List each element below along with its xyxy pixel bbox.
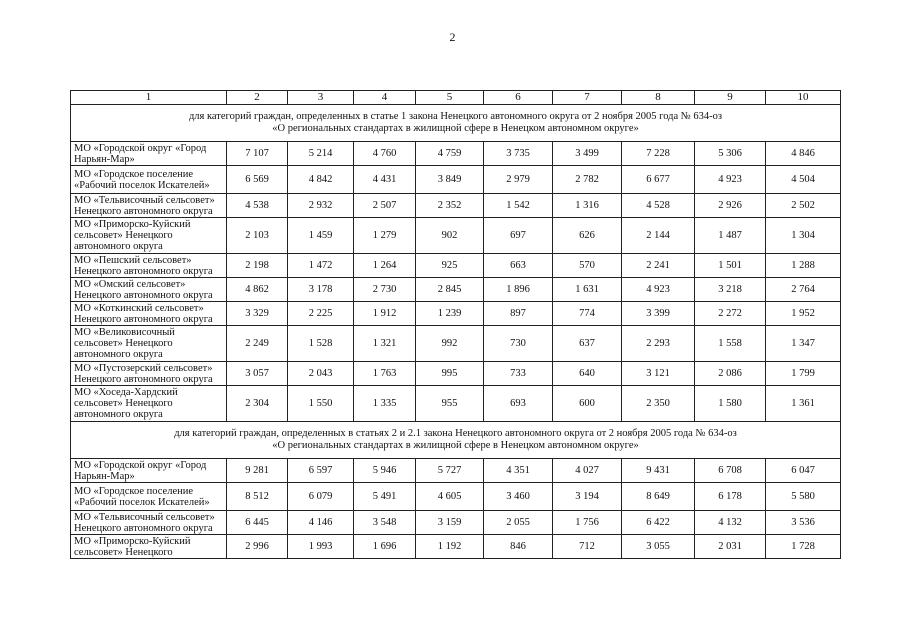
value-cell: 7 107 — [227, 142, 288, 166]
value-cell: 9 281 — [227, 459, 288, 483]
value-cell: 1 728 — [766, 535, 841, 559]
municipality-name-line: Нарьян-Мар» — [74, 153, 135, 165]
value-cell: 663 — [484, 254, 553, 278]
column-number-cell: 9 — [695, 91, 766, 105]
municipality-name-cell — [71, 362, 227, 386]
value-cell: 902 — [416, 218, 484, 254]
value-cell: 7 228 — [622, 142, 695, 166]
value-cell: 1 192 — [416, 535, 484, 559]
value-cell: 570 — [553, 254, 622, 278]
column-number-cell: 8 — [622, 91, 695, 105]
value-cell: 1 239 — [416, 302, 484, 326]
value-cell: 693 — [484, 386, 553, 422]
table-row — [71, 326, 841, 362]
column-number-row — [71, 91, 841, 105]
value-cell: 3 399 — [622, 302, 695, 326]
value-cell: 1 799 — [766, 362, 841, 386]
value-cell: 3 218 — [695, 278, 766, 302]
page-number: 2 — [449, 30, 456, 44]
table-row — [71, 218, 841, 254]
value-cell: 640 — [553, 362, 622, 386]
value-cell: 2 241 — [622, 254, 695, 278]
municipality-name-cell — [71, 302, 227, 326]
table-row — [71, 511, 841, 535]
table-row — [71, 483, 841, 511]
value-cell: 1 279 — [354, 218, 416, 254]
value-cell: 3 735 — [484, 142, 553, 166]
value-cell: 3 536 — [766, 511, 841, 535]
value-cell: 992 — [416, 326, 484, 362]
section-title-line: «О региональных стандартах в жилищной сфере в Ненецком автономном округе» — [272, 440, 639, 451]
value-cell: 2 198 — [227, 254, 288, 278]
value-cell: 1 316 — [553, 194, 622, 218]
value-cell: 2 293 — [622, 326, 695, 362]
value-cell: 1 696 — [354, 535, 416, 559]
municipality-name-line: сельсовет» Ненецкого — [74, 338, 173, 349]
value-cell: 2 932 — [288, 194, 354, 218]
value-cell: 3 849 — [416, 166, 484, 194]
municipality-name-cell — [71, 326, 227, 362]
municipality-name-line: автономного округа — [74, 409, 163, 420]
table-body — [71, 91, 841, 559]
value-cell: 1 264 — [354, 254, 416, 278]
section-title-line: «О региональных стандартах в жилищной сфере в Ненецком автономном округе» — [272, 123, 639, 134]
section-title-line: для категорий граждан, определенных в статьях 2 и 2.1 закона Ненецкого автономного округа от 2 ноября 2005 года № 634-оз — [174, 428, 737, 439]
municipality-name-line: МО «Хоседа-Хардский — [74, 387, 178, 398]
column-number-cell: 10 — [766, 91, 841, 105]
value-cell: 2 086 — [695, 362, 766, 386]
table-row — [71, 194, 841, 218]
municipality-name-line: Ненецкого автономного округа — [74, 205, 213, 217]
value-cell: 6 569 — [227, 166, 288, 194]
table-row — [71, 302, 841, 326]
municipality-name-line: сельсовет» Ненецкого — [74, 546, 173, 558]
municipality-name-cell — [71, 166, 227, 194]
value-cell: 4 027 — [553, 459, 622, 483]
municipality-name-line: МО «Тельвисочный сельсовет» — [74, 511, 215, 523]
value-cell: 4 846 — [766, 142, 841, 166]
section-title — [71, 422, 841, 459]
value-cell: 1 912 — [354, 302, 416, 326]
municipality-name-line: МО «Коткинский сельсовет» — [74, 302, 204, 314]
value-cell: 733 — [484, 362, 553, 386]
value-cell: 4 538 — [227, 194, 288, 218]
value-cell: 1 550 — [288, 386, 354, 422]
section-title — [71, 105, 841, 142]
value-cell: 2 730 — [354, 278, 416, 302]
table-row — [71, 254, 841, 278]
value-cell: 1 361 — [766, 386, 841, 422]
value-cell: 2 845 — [416, 278, 484, 302]
value-cell: 6 597 — [288, 459, 354, 483]
value-cell: 6 047 — [766, 459, 841, 483]
municipality-name-cell — [71, 483, 227, 511]
value-cell: 5 214 — [288, 142, 354, 166]
municipality-name-cell — [71, 535, 227, 559]
column-number-cell: 3 — [288, 91, 354, 105]
value-cell: 730 — [484, 326, 553, 362]
value-cell: 2 764 — [766, 278, 841, 302]
municipality-name-line: МО «Великовисочный — [74, 327, 175, 338]
municipality-name-line: МО «Пустозерский сельсовет» — [74, 362, 213, 374]
value-cell: 712 — [553, 535, 622, 559]
value-cell: 626 — [553, 218, 622, 254]
value-cell: 1 528 — [288, 326, 354, 362]
value-cell: 697 — [484, 218, 553, 254]
value-cell: 4 605 — [416, 483, 484, 511]
table-row — [71, 142, 841, 166]
column-number-cell: 1 — [71, 91, 227, 105]
value-cell: 6 422 — [622, 511, 695, 535]
municipality-name-line: МО «Городское поселение — [74, 485, 194, 497]
value-cell: 2 782 — [553, 166, 622, 194]
table-row — [71, 459, 841, 483]
column-number-cell: 4 — [354, 91, 416, 105]
value-cell: 1 580 — [695, 386, 766, 422]
value-cell: 1 952 — [766, 302, 841, 326]
value-cell: 2 031 — [695, 535, 766, 559]
municipality-name-line: МО «Приморско-Куйский — [74, 535, 191, 547]
value-cell: 3 329 — [227, 302, 288, 326]
value-cell: 1 304 — [766, 218, 841, 254]
value-cell: 1 558 — [695, 326, 766, 362]
value-cell: 6 445 — [227, 511, 288, 535]
value-cell: 4 146 — [288, 511, 354, 535]
value-cell: 2 272 — [695, 302, 766, 326]
value-cell: 897 — [484, 302, 553, 326]
value-cell: 2 352 — [416, 194, 484, 218]
value-cell: 846 — [484, 535, 553, 559]
value-cell: 4 759 — [416, 142, 484, 166]
municipality-name-cell — [71, 511, 227, 535]
value-cell: 1 896 — [484, 278, 553, 302]
municipality-name-cell — [71, 142, 227, 166]
value-cell: 995 — [416, 362, 484, 386]
value-cell: 637 — [553, 326, 622, 362]
value-cell: 6 079 — [288, 483, 354, 511]
value-cell: 8 512 — [227, 483, 288, 511]
value-cell: 5 946 — [354, 459, 416, 483]
municipality-name-line: Ненецкого автономного округа — [74, 522, 213, 534]
value-cell: 4 923 — [622, 278, 695, 302]
value-cell: 2 043 — [288, 362, 354, 386]
value-cell: 5 580 — [766, 483, 841, 511]
value-cell: 925 — [416, 254, 484, 278]
municipality-name-cell — [71, 459, 227, 483]
value-cell: 4 431 — [354, 166, 416, 194]
value-cell: 1 501 — [695, 254, 766, 278]
value-cell: 6 178 — [695, 483, 766, 511]
municipality-name-line: МО «Омский сельсовет» — [74, 278, 186, 290]
value-cell: 1 631 — [553, 278, 622, 302]
value-cell: 955 — [416, 386, 484, 422]
value-cell: 2 103 — [227, 218, 288, 254]
value-cell: 4 351 — [484, 459, 553, 483]
value-cell: 4 923 — [695, 166, 766, 194]
value-cell: 3 499 — [553, 142, 622, 166]
value-cell: 1 347 — [766, 326, 841, 362]
column-number-cell: 7 — [553, 91, 622, 105]
municipality-name-line: МО «Приморско-Куйский — [74, 219, 191, 230]
standards-table — [70, 90, 841, 559]
column-number-cell: 6 — [484, 91, 553, 105]
value-cell: 3 055 — [622, 535, 695, 559]
table-row — [71, 386, 841, 422]
municipality-name-line: МО «Городской округ «Город — [74, 142, 207, 154]
value-cell: 2 304 — [227, 386, 288, 422]
municipality-name-cell — [71, 218, 227, 254]
value-cell: 2 055 — [484, 511, 553, 535]
value-cell: 3 057 — [227, 362, 288, 386]
value-cell: 1 321 — [354, 326, 416, 362]
value-cell: 4 528 — [622, 194, 695, 218]
municipality-name-line: МО «Городское поселение — [74, 168, 194, 180]
table-row — [71, 535, 841, 559]
value-cell: 1 763 — [354, 362, 416, 386]
value-cell: 8 649 — [622, 483, 695, 511]
value-cell: 3 121 — [622, 362, 695, 386]
section-header-row — [71, 105, 841, 142]
value-cell: 2 502 — [766, 194, 841, 218]
municipality-name-cell — [71, 278, 227, 302]
value-cell: 5 491 — [354, 483, 416, 511]
section-header-row — [71, 422, 841, 459]
value-cell: 2 144 — [622, 218, 695, 254]
value-cell: 4 504 — [766, 166, 841, 194]
value-cell: 3 460 — [484, 483, 553, 511]
municipality-name-line: МО «Городской округ «Город — [74, 459, 207, 471]
municipality-name-line: «Рабочий поселок Искателей» — [74, 179, 210, 191]
municipality-name-cell — [71, 386, 227, 422]
value-cell: 5 306 — [695, 142, 766, 166]
municipality-name-cell — [71, 194, 227, 218]
value-cell: 1 993 — [288, 535, 354, 559]
section-title-line: для категорий граждан, определенных в статье 1 закона Ненецкого автономного округа от 2 ноября 2005 года № 634-оз — [188, 111, 723, 122]
municipality-name-line: МО «Тельвисочный сельсовет» — [74, 194, 215, 206]
value-cell: 3 548 — [354, 511, 416, 535]
value-cell: 1 335 — [354, 386, 416, 422]
value-cell: 5 727 — [416, 459, 484, 483]
municipality-name-line: сельсовет» Ненецкого — [74, 230, 173, 241]
value-cell: 600 — [553, 386, 622, 422]
value-cell: 6 708 — [695, 459, 766, 483]
municipality-name-line: автономного округа — [74, 241, 163, 252]
value-cell: 2 926 — [695, 194, 766, 218]
table-row — [71, 362, 841, 386]
value-cell: 9 431 — [622, 459, 695, 483]
value-cell: 2 350 — [622, 386, 695, 422]
value-cell: 1 542 — [484, 194, 553, 218]
value-cell: 2 225 — [288, 302, 354, 326]
value-cell: 2 996 — [227, 535, 288, 559]
value-cell: 3 194 — [553, 483, 622, 511]
value-cell: 1 459 — [288, 218, 354, 254]
table-row — [71, 166, 841, 194]
value-cell: 774 — [553, 302, 622, 326]
value-cell: 4 842 — [288, 166, 354, 194]
municipality-name-line: Ненецкого автономного округа — [74, 313, 213, 325]
municipality-name-line: МО «Пешский сельсовет» — [74, 254, 192, 266]
value-cell: 4 132 — [695, 511, 766, 535]
value-cell: 1 472 — [288, 254, 354, 278]
municipality-name-line: «Рабочий поселок Искателей» — [74, 496, 210, 508]
value-cell: 1 756 — [553, 511, 622, 535]
municipality-name-line: Ненецкого автономного округа — [74, 265, 213, 277]
value-cell: 2 507 — [354, 194, 416, 218]
municipality-name-cell — [71, 254, 227, 278]
table-row — [71, 278, 841, 302]
column-number-cell: 2 — [227, 91, 288, 105]
municipality-name-line: Нарьян-Мар» — [74, 470, 135, 482]
column-number-cell: 5 — [416, 91, 484, 105]
municipality-name-line: автономного округа — [74, 349, 163, 360]
value-cell: 1 487 — [695, 218, 766, 254]
value-cell: 4 760 — [354, 142, 416, 166]
value-cell: 2 979 — [484, 166, 553, 194]
value-cell: 1 288 — [766, 254, 841, 278]
municipality-name-line: Ненецкого автономного округа — [74, 373, 213, 385]
value-cell: 3 178 — [288, 278, 354, 302]
value-cell: 3 159 — [416, 511, 484, 535]
value-cell: 6 677 — [622, 166, 695, 194]
municipality-name-line: сельсовет» Ненецкого — [74, 398, 173, 409]
municipality-name-line: Ненецкого автономного округа — [74, 289, 213, 301]
value-cell: 2 249 — [227, 326, 288, 362]
value-cell: 4 862 — [227, 278, 288, 302]
